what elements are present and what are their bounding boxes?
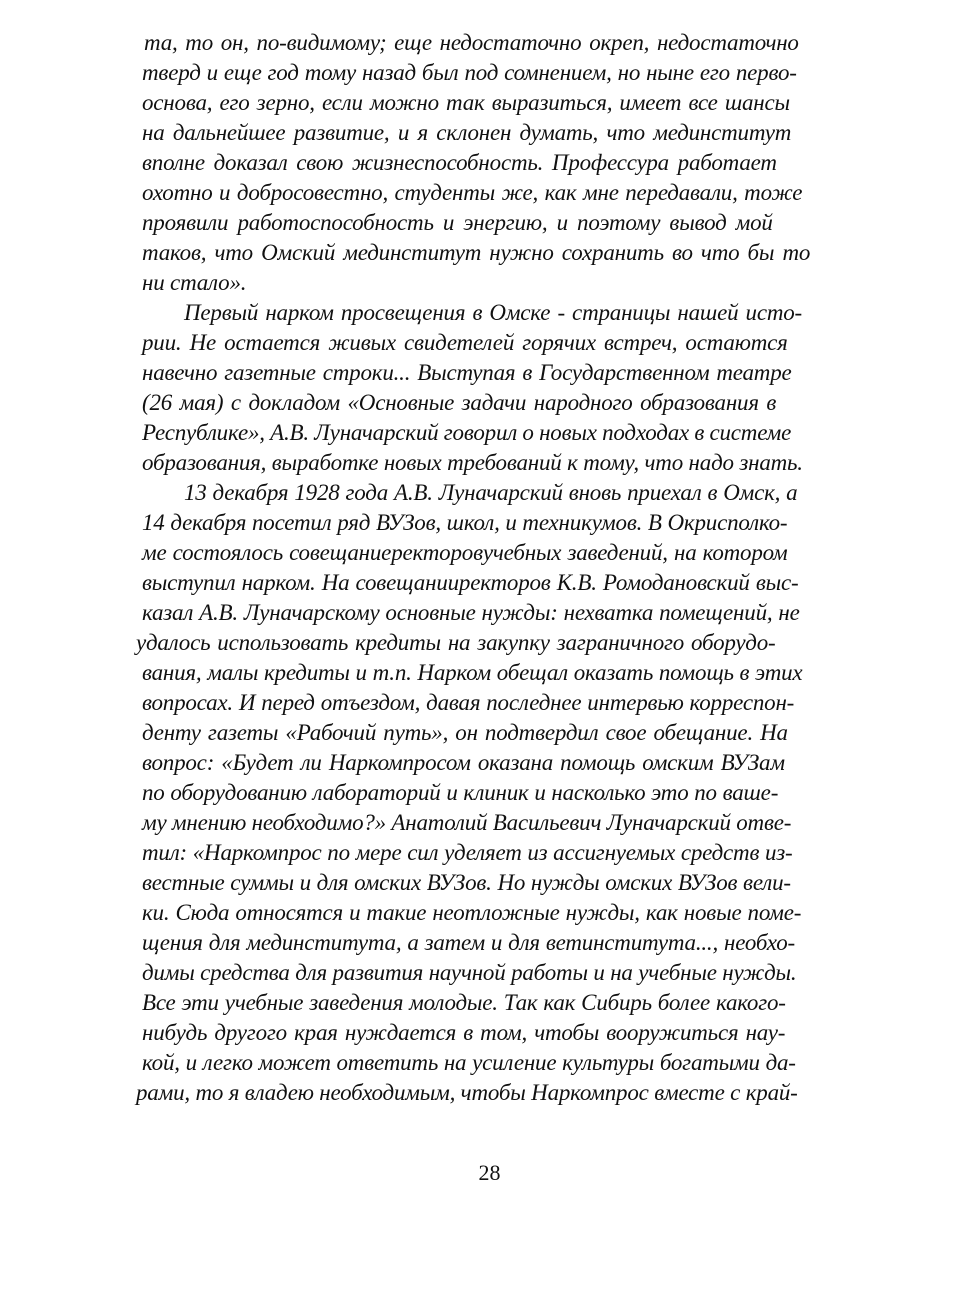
text-line: выступил нарком. На совещанииректоров К.В. Ромодановский выс- (142, 570, 799, 595)
body-text (136, 28, 896, 1108)
page-number: 28 (478, 1160, 501, 1185)
text-line: проявили работоспособность и энергию, и поэтому вывод мой (142, 210, 773, 235)
text-line: вестные суммы и для омских ВУЗов. Но нужды омских ВУЗов вели- (142, 870, 791, 895)
text-line: (26 мая) с докладом «Основные задачи народного образования в (142, 390, 777, 415)
text-line: удалось использовать кредиты на закупку заграничного оборудо- (136, 630, 776, 655)
text-line: Первый нарком просвещения в Омске - страницы нашей исто- (184, 300, 803, 325)
text-line: образования, выработке новых требований к тому, что надо знать. (142, 450, 803, 475)
text-line: таков, что Омский мединститут нужно сохранить во что бы то (142, 240, 811, 265)
text-line: тверд и еще год тому назад был под сомнением, но ныне его перво- (142, 60, 797, 85)
text-line: му мнению необходимо?» Анатолий Васильевич Луначарский отве- (142, 810, 792, 835)
text-line: основа, его зерно, если можно так выразиться, имеет все шансы (142, 90, 790, 115)
text-line: вопрос: «Будет ли Наркомпросом оказана помощь омским ВУЗам (142, 750, 785, 775)
text-line: тил: «Наркомпрос по мере сил уделяет из ассигнуемых средств из- (142, 840, 793, 865)
text-line: ки. Сюда относятся и такие неотложные нужды, как новые поме- (142, 900, 802, 925)
text-line: навечно газетные строки... Выступая в Государственном театре (142, 360, 792, 385)
text-line: рами, то я владею необходимым, чтобы Наркомпрос вместе с край- (136, 1080, 798, 1105)
text-line: ме состоялось совещаниеректоровучебных заведений, на котором (142, 540, 788, 565)
text-line: денту газеты «Рабочий путь», он подтвердил свое обещание. На (142, 720, 788, 745)
text-line: 13 декабря 1928 года А.В. Луначарский вновь приехал в Омск, а (184, 480, 798, 505)
text-line: вания, малы кредиты и т.п. Нарком обещал оказать помощь в этих (142, 660, 803, 685)
text-line: Все эти учебные заведения молодые. Так как Сибирь более какого- (142, 990, 786, 1015)
text-line: вполне доказал свою жизнеспособность. Профессура работает (142, 150, 777, 175)
text-line: казал А.В. Луначарскому основные нужды: нехватка помещений, не (142, 600, 800, 625)
text-line: кой, и легко может ответить на усиление культуры богатыми да- (142, 1050, 796, 1075)
text-line: рии. Не остается живых свидетелей горячих встреч, остаются (142, 330, 788, 355)
text-line: нибудь другого края нуждается в том, чтобы вооружиться нау- (142, 1020, 786, 1045)
text-line: щения для мединститута, а затем и для ветинститута..., необхо- (142, 930, 795, 955)
text-line: Республике», А.В. Луначарский говорил о новых подходах в системе (142, 420, 792, 445)
text-line: ни стало». (142, 270, 247, 295)
text-line: 14 декабря посетил ряд ВУЗов, школ, и техникумов. В Окрисполко- (142, 510, 788, 535)
text-line: та, то он, по-видимому; еще недостаточно окреп, недостаточно (144, 30, 799, 55)
text-line: вопросах. И перед отъездом, давая последнее интервью корреспон- (142, 690, 795, 715)
text-line: охотно и добросовестно, студенты же, как мне передавали, тоже (142, 180, 803, 205)
text-line: димы средства для развития научной работы и на учебные нужды. (142, 960, 797, 985)
text-line: по оборудованию лабораторий и клиник и насколько это по ваше- (142, 780, 779, 805)
text-line: на дальнейшее развитие, и я склонен думать, что мединститут (142, 120, 792, 145)
